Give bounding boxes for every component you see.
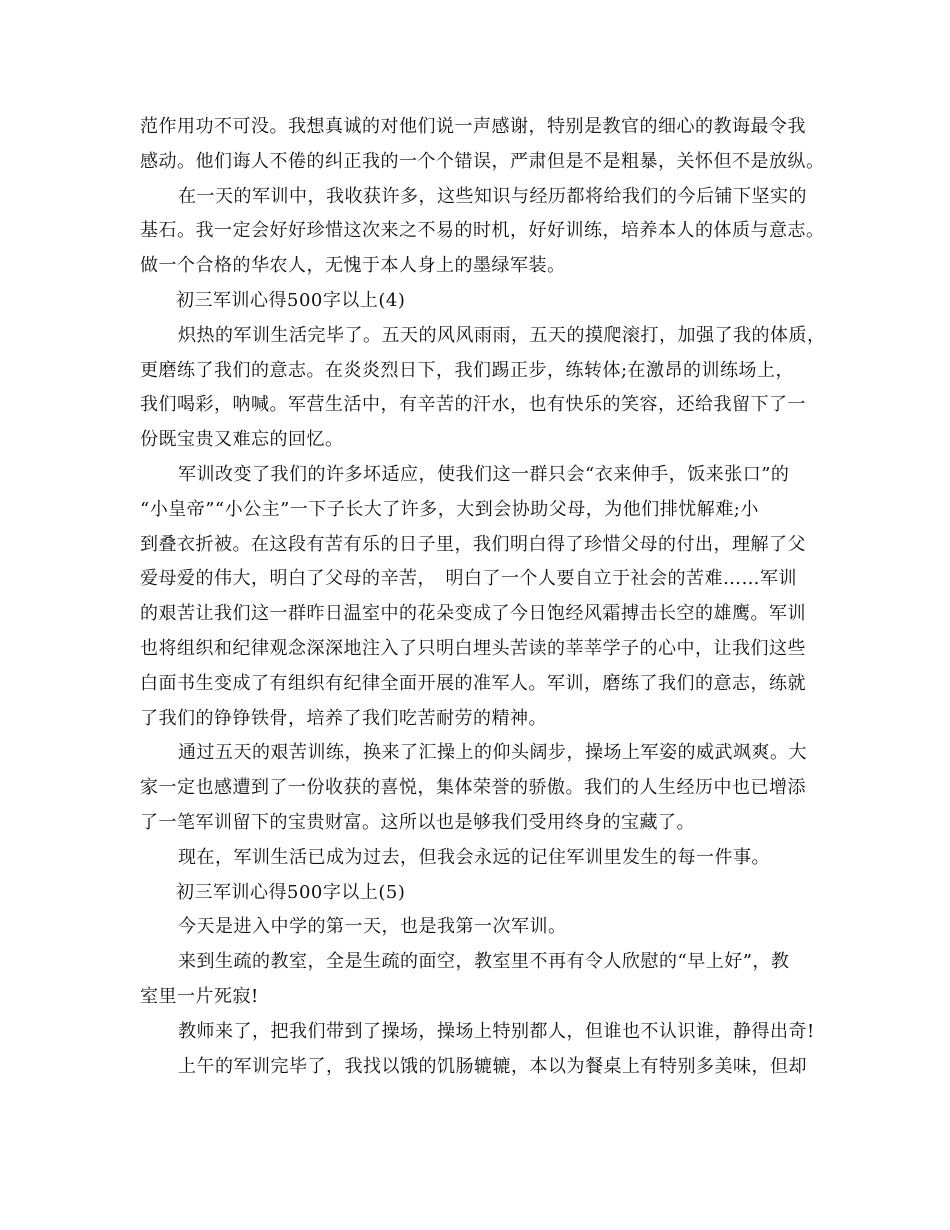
text-line: “小皇帝”“小公主”一下子长大了许多，大到会协助父母，为他们排忧解难;小: [140, 498, 759, 520]
text-line: 爱母爱的伟大，明白了父母的辛苦， 明白了一个人要自立于社会的苦难……军训: [140, 568, 797, 590]
text-line: 在一天的军训中，我收获许多，这些知识与经历都将给我们的今后铺下坚实的: [178, 185, 807, 207]
text-line: 了我们的铮铮铁骨，培养了我们吃苦耐劳的精神。: [140, 707, 547, 729]
section-heading: 初三军训心得500字以上(5): [176, 881, 406, 903]
text-line: 我们喝彩，呐喊。军营生活中，有辛苦的汗水，也有快乐的笑容，还给我留下了一: [140, 394, 806, 416]
text-line: 教师来了，把我们带到了操场，操场上特别都人，但谁也不认识谁，静得出奇!: [178, 1020, 815, 1042]
text-line: 更磨练了我们的意志。在炎炎烈日下，我们踢正步，练转体;在激昂的训练场上，: [140, 359, 795, 381]
text-line: 到叠衣折被。在这段有苦有乐的日子里，我们明白得了珍惜父母的付出，理解了父: [140, 533, 806, 555]
text-line: 了一笔军训留下的宝贵财富。这所以也是够我们受用终身的宝藏了。: [140, 811, 695, 833]
document-page: [140, 110, 826, 1084]
text-line: 也将组织和纪律观念深深地注入了只明白埋头苦读的莘莘学子的心中，让我们这些: [140, 637, 806, 659]
text-line: 基石。我一定会好好珍惜这次来之不易的时机，好好训练，培养本人的体质与意志。: [140, 220, 825, 242]
text-line: 现在，军训生活已成为过去，但我会永远的记住军训里发生的每一件事。: [178, 846, 770, 868]
text-line: 通过五天的艰苦训练，换来了汇操上的仰头阔步，操场上军姿的威武飒爽。大: [178, 742, 807, 764]
text-line: 份既宝贵又难忘的回忆。: [140, 429, 344, 451]
text-line: 做一个合格的华农人，无愧于本人身上的墨绿军装。: [140, 255, 566, 277]
text-line: 室里一片死寂!: [140, 985, 259, 1007]
text-line: 来到生疏的教室，全是生疏的面空，教室里不再有令人欣慰的“早上好”，教: [178, 951, 790, 973]
section-heading: 初三军训心得500字以上(4): [176, 289, 406, 311]
text-line: 家一定也感遭到了一份收获的喜悦，集体荣誉的骄傲。我们的人生经历中也已增添: [140, 777, 806, 799]
text-line: 范作用功不可没。我想真诚的对他们说一声感谢，特别是教官的细心的教诲最令我: [140, 116, 806, 137]
text-line: 白面书生变成了有组织有纪律全面开展的准军人。军训，磨练了我们的意志，练就: [140, 672, 806, 694]
text-line: 军训改变了我们的许多坏适应，使我们这一群只会“衣来伸手，饭来张口”的: [178, 463, 790, 485]
text-line: 炽热的军训生活完毕了。五天的风风雨雨，五天的摸爬滚打，加强了我的体质，: [178, 324, 826, 346]
text-line: 的艰苦让我们这一群昨日温室中的花朵变成了今日饱经风霜搏击长空的雄鹰。军训: [140, 603, 806, 625]
text-line: 感动。他们诲人不倦的纠正我的一个个错误，严肃但是不是粗暴，关怀但不是放纵。: [140, 150, 825, 172]
text-line: 上午的军训完毕了，我找以饿的饥肠辘辘，本以为餐桌上有特别多美味，但却: [178, 1055, 807, 1077]
text-line: 今天是进入中学的第一天，也是我第一次军训。: [178, 916, 567, 938]
